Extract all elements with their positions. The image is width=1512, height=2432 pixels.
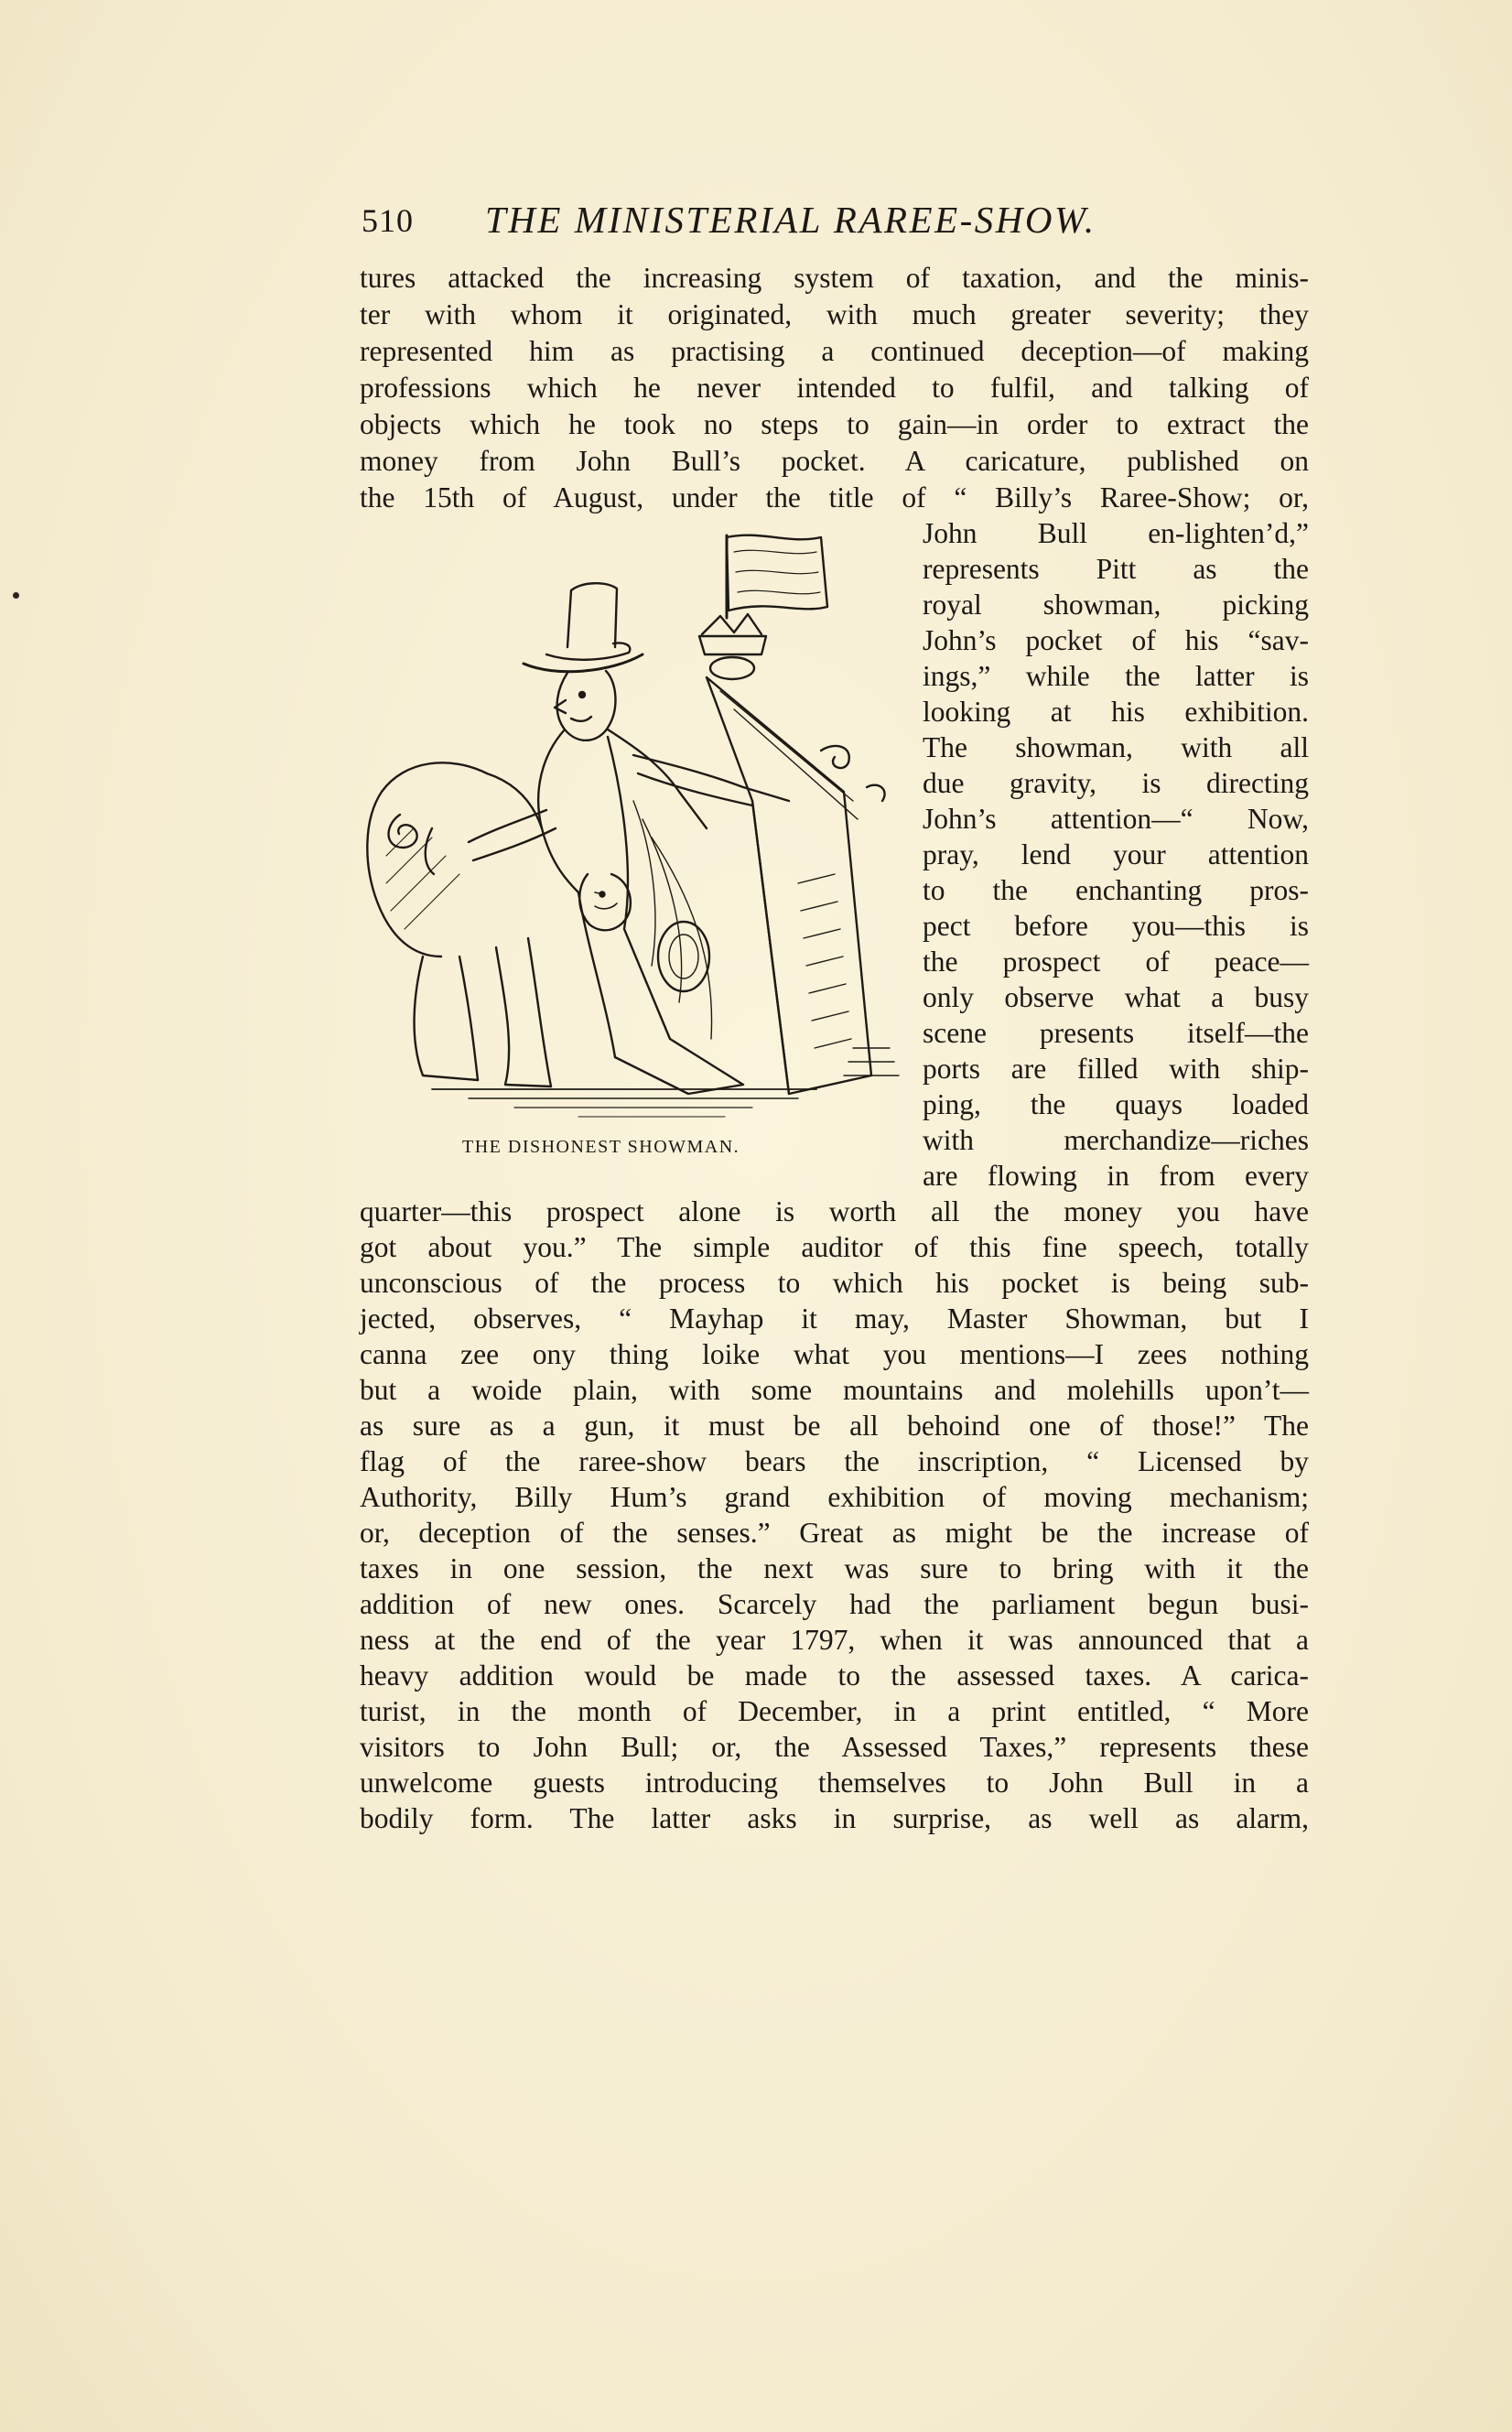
text-line: canna zee ony thing loike what you mentions—I zees nothing bbox=[360, 1338, 1309, 1370]
text-line: John Bull en-lighten’d,” bbox=[923, 517, 1309, 549]
page-number: 510 bbox=[362, 202, 414, 239]
text-line: money from John Bull’s pocket. A caricature, published on bbox=[360, 445, 1309, 477]
figure-caption: THE DISHONEST SHOWMAN. bbox=[462, 1137, 740, 1157]
text-line: pect before you—this is bbox=[923, 910, 1309, 942]
text-line: taxes in one session, the next was sure to bring with it the bbox=[360, 1552, 1309, 1584]
text-line: royal showman, picking bbox=[923, 589, 1309, 621]
text-line: John’s pocket of his “sav- bbox=[923, 624, 1309, 656]
text-line: as sure as a gun, it must be all behoind one of those!” The bbox=[360, 1410, 1309, 1442]
text-line: ings,” while the latter is bbox=[923, 660, 1309, 692]
text-line: the 15th of August, under the title of “ Billy’s Raree-Show; or, bbox=[360, 481, 1309, 513]
text-line: objects which he took no steps to gain—in order to extract the bbox=[360, 408, 1309, 440]
text-line: professions which he never intended to fulfil, and talking of bbox=[360, 372, 1309, 404]
text-line: are flowing in from every bbox=[923, 1160, 1309, 1192]
text-line: ter with whom it originated, with much greater severity; they bbox=[360, 298, 1309, 330]
text-line: with merchandize—riches bbox=[923, 1124, 1309, 1156]
text-line: or, deception of the senses.” Great as might be the increase of bbox=[360, 1517, 1309, 1549]
text-line: represents Pitt as the bbox=[923, 553, 1309, 585]
text-line: John’s attention—“ Now, bbox=[923, 803, 1309, 835]
text-line: scene presents itself—the bbox=[923, 1017, 1309, 1049]
text-line: flag of the raree-show bears the inscription, “ Licensed by bbox=[360, 1445, 1309, 1477]
showman-engraving bbox=[359, 526, 908, 1121]
text-line: but a woide plain, with some mountains and molehills upon’t— bbox=[360, 1374, 1309, 1406]
text-line: pray, lend your attention bbox=[923, 838, 1309, 870]
text-line: addition of new ones. Scarcely had the parliament begun busi- bbox=[360, 1588, 1309, 1620]
text-line: jected, observes, “ Mayhap it may, Master Showman, but I bbox=[360, 1302, 1309, 1335]
text-line: Authority, Billy Hum’s grand exhibition of moving mechanism; bbox=[360, 1481, 1309, 1513]
text-line: heavy addition would be made to the assessed taxes. A carica- bbox=[360, 1659, 1309, 1692]
text-line: bodily form. The latter asks in surprise, as well as alarm, bbox=[360, 1802, 1309, 1834]
text-line: ping, the quays loaded bbox=[923, 1088, 1309, 1120]
text-line: unconscious of the process to which his pocket is being sub- bbox=[360, 1267, 1309, 1299]
text-line: The showman, with all bbox=[923, 731, 1309, 763]
text-line: visitors to John Bull; or, the Assessed Taxes,” represents these bbox=[360, 1731, 1309, 1763]
text-line: only observe what a busy bbox=[923, 981, 1309, 1013]
text-line: tures attacked the increasing system of taxation, and the minis- bbox=[360, 262, 1309, 294]
text-line: got about you.” The simple auditor of this fine speech, totally bbox=[360, 1231, 1309, 1263]
text-line: represented him as practising a continued deception—of making bbox=[360, 335, 1309, 367]
margin-speck bbox=[13, 592, 19, 599]
text-line: unwelcome guests introducing themselves to John Bull in a bbox=[360, 1767, 1309, 1799]
text-line: quarter—this prospect alone is worth all the money you have bbox=[360, 1195, 1309, 1227]
page-header bbox=[362, 194, 1309, 249]
text-line: looking at his exhibition. bbox=[923, 696, 1309, 728]
text-line: turist, in the month of December, in a print entitled, “ More bbox=[360, 1695, 1309, 1727]
text-line: due gravity, is directing bbox=[923, 767, 1309, 799]
running-head: THE MINISTERIAL RAREE-SHOW. bbox=[485, 199, 1096, 241]
text-line: to the enchanting pros- bbox=[923, 874, 1309, 906]
text-line: ports are filled with ship- bbox=[923, 1053, 1309, 1085]
text-line: the prospect of peace— bbox=[923, 946, 1309, 978]
text-line: ness at the end of the year 1797, when it was announced that a bbox=[360, 1624, 1309, 1656]
